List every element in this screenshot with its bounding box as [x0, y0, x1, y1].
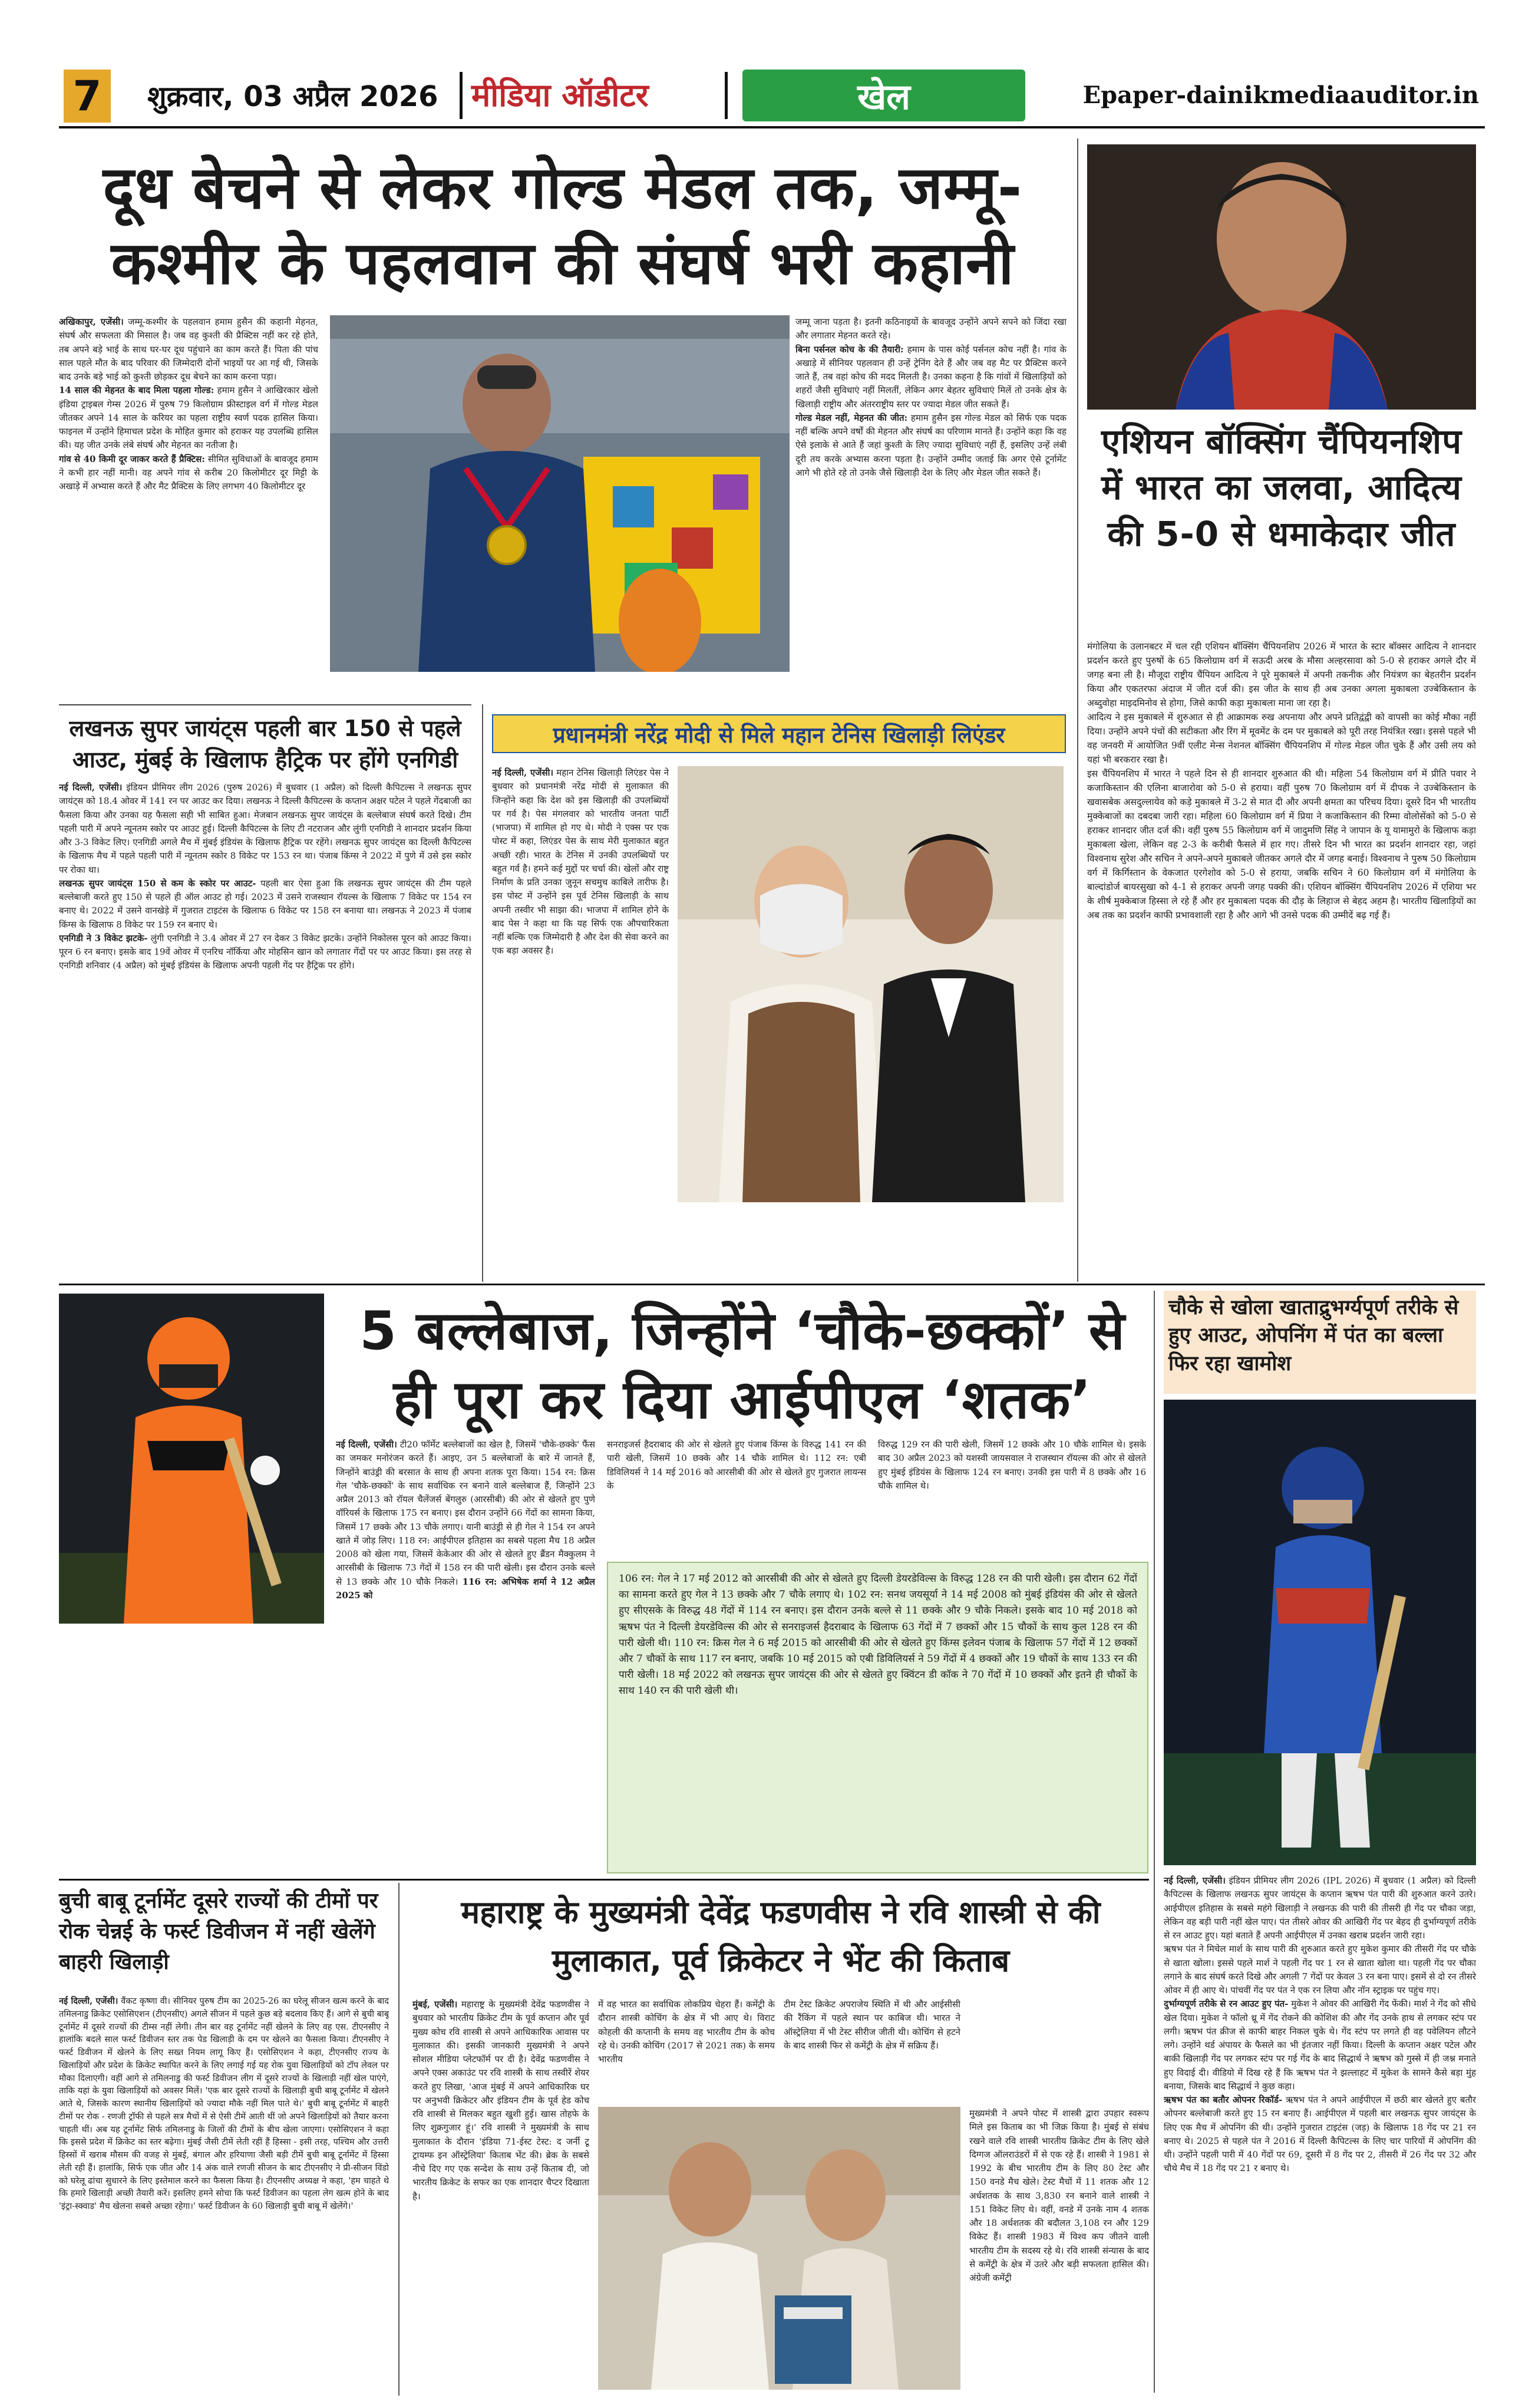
masthead-divider-2	[725, 72, 728, 119]
article3-sub2: एनगिडी ने 3 विकेट झटके-	[59, 932, 148, 944]
article6-p4: ऋषभ पंत ने अपने आईपीएल में छठी बार खेलते हुए बतौर ओपनर बल्लेबाजी करते हुए 15 रन बनाए हैं। आईपीएल में पहली बार लखनऊ सुपर जायंट्स के लिए एक मैच में ओपनिंग की थी। उन्होंने गुजरात टाइटंस (जड़) के खिलाफ 18 गेंद पर 21 रन बनाए थे। 2025 से पहले पंत ने 2016 में दिल्ली कैपिटल्स के लिए चार पारियों में ओपनिंग की थी। उन्होंने पहली पारी में 40 गेंदों पर 69, दूसरी में 8 गेंद पर 2, तीसरी में 26 गेंद पर 32 और चौथे मैच में 18 गेंद पर 21 र बनाए थे।	[1164, 2094, 1476, 2174]
article3-headline: लखनऊ सुपर जायंट्स पहली बार 150 से पहले आउट, मुंबई के खिलाफ हैट्रिक पर होंगे एनगिडी	[69, 715, 461, 773]
article8-col2: मुख्यमंत्री ने अपने पोस्ट में शास्त्री द्वारा उपहार स्वरूप मिले इस किताब का भी जिक्र किया है। मुंबई से संबंध रखने वाले रवि शास्त्री भारतीय क्रिकेट टीम के लिए खेले दिग्गज ऑलराउंडरों में से एक रहे हैं। शास्त्री ने 1981 से 1992 के बीच भारतीय टीम के लिए 80 टेस्ट और 150 वनडे मैच खेले। टेस्ट मैचों में 11 शतक और 12 अर्धशतक के साथ 3,830 रन बनाने वाले शास्त्री ने 151 विकेट लिए थे। वहीं, वनडे में उनके नाम 4 शतक और 18 अर्धशतक की बदौलत 3,108 रन और 129 विकेट हैं। शास्त्री 1983 में विश्व कप जीतने वाली भारतीय टीम के सदस्य रहे थे। रवि शास्त्री संन्यास के बाद से कमेंट्री के क्षेत्र में उतरे और बड़ी सफलता हासिल की। अंग्रेजी कमेंट्री	[969, 2108, 1149, 2283]
vertical-divider-mid	[482, 704, 483, 1282]
article3-p3: लुंगी एनगिडी ने 3.4 ओवर में 27 रन देकर 3 विकेट झटके। उन्होंने निकोलस पूरन को आउट किया। पूरन 6 रन बनाए। इसके बाद 19वें ओवर में एनरिच नॉर्किया और मोहसिन खान को लगातार गेंदों पर पर आउट किया। इस तरह से एनगिडी शनिवार (4 अप्रैल) को मुंबई इंडियंस के खिलाफ अपनी पहली गेंद पर हैट्रिक पर होंगे।	[59, 932, 471, 971]
article5-dateline: नई दिल्ली, एजेंसी।	[336, 1439, 397, 1450]
article6-p3: मुकेश ने ओवर की आखिरी गेंद फेंकी। मार्श ने गेंद को सीधे खेल दिया। मुकेश ने फॉलो थ्रू में गेंद रोकने की कोशिश की और गेंद उनके हाथ से लगकर स्टंप पर लगी। ऋषभ पंत क्रीज से काफी बाहर निकल चुके थे। गेंद स्टंप पर लगते ही वह पवेलियन लौटने लगे। उन्होंने थर्ड अंपायर के फैसले का भी इंतजार नहीं किया। दिल्ली के कप्तान अक्षर पटेल और बाकी खिलाड़ी गेंद पर लगकर स्टंप पर गई गेंद के बाद सिद्धार्थ ने ऋषभ को गुस्से में ही जश्न मनाते हुए विदाई दी। वीडियो में दिख रहे हैं कि ऋषभ पंत ने झल्लाहट में मुकेश के सामने कैसे बड़ा मुंह बनाया, जिसके बाद सिद्धार्थ ने कुछ कहा।	[1164, 1998, 1476, 2092]
pant-photo-illustration	[1164, 1400, 1476, 1865]
article2-boxer-photo	[1087, 144, 1476, 410]
article2-body	[1087, 639, 1476, 1273]
masthead-rule	[59, 126, 1485, 128]
article1-col1-p1: जम्मू-कश्मीर के पहलवान हमाम हुसैन की कहानी मेहनत, संघर्ष और सफलता की मिसाल है। जब वह कुश्ती की प्रैक्टिस नहीं कर रहे होते, तब अपने बड़े भाई के साथ घर-घर दूध पहुंचाने का काम करते हैं। पिता की पांच साल पहले मौत के बाद परिवार की जिम्मेदारी दोनों भाइयों पर आ गई थी, जिसके बाद उनके बड़े भाई को कुश्ती छोड़कर दूध बेचने का काम करना पड़ा।	[59, 316, 318, 382]
article1-col2-sub2: गोल्ड मेडल नहीं, मेहनत की जीत:	[795, 412, 908, 423]
article6-sub2: ऋषभ पंत का बतौर ओपनर रिकॉर्ड-	[1164, 2094, 1283, 2105]
article2-headline: एशियन बॉक्सिंग चैंपियनशिप में भारत का जलवा, आदित्य की 5-0 से धमाकेदार जीत	[1101, 421, 1462, 554]
paper-name: मीडिया ऑडीटर	[471, 77, 649, 114]
article8-dateline: मुंबई, एजेंसी।	[412, 1999, 458, 2010]
article6-p1: इंडियन प्रीमियर लीग 2026 (IPL 2026) में बुधवार (1 अप्रैल) को दिल्ली कैपिटल्स के खिलाफ लखनऊ सुपर जायंट्स के कप्तान ऋषभ पंत पारी की शुरुआत करने उतरे। आईपीएल इतिहास के सबसे महंगे खिलाड़ी ने लखनऊ की पारी की तीसरी ही गेंद पर चौका जड़ा, लेकिन वह बड़ी पारी नहीं खेल पाए। पंत तीसरे ओवर की आखिरी गेंद पर बेहद ही दुर्भाग्यपूर्ण तरीके से रन आउट हुए। यहां बताते हैं अपनी आईपीएल में उनका खराब प्रदर्शन जारी रहा।	[1164, 1875, 1476, 1941]
article1-col2-sub1: बिना पर्सनल कोच के की तैयारी:	[795, 344, 904, 355]
article1-dateline: अखिकापुर, एजेंसी।	[59, 316, 124, 327]
article6-body	[1164, 1874, 1476, 2393]
article6-sub1: दुर्भाग्यपूर्ण तरीके से रन आउट हुए पंत-	[1164, 1998, 1289, 2010]
article7-headline: बुची बाबू टूर्नामेंट दूसरे राज्यों की टीमों पर रोक चेन्नई के फर्स्ट डिवीजन में नहीं खेलेंगे बाहरी खिलाड़ी	[59, 1889, 378, 1975]
article4-dateline: नई दिल्ली, एजेंसी।	[492, 767, 554, 778]
page-number-badge	[64, 70, 111, 123]
section-name: खेल	[857, 77, 910, 118]
article1-headline: दूध बेचने से लेकर गोल्ड मेडल तक, जम्मू-कश्मीर के पहलवान की संघर्ष भरी कहानी	[103, 153, 1023, 298]
article1-col1-sub2: गांव से 40 किमी दूर जाकर करते हैं प्रैक्टिस:	[59, 453, 205, 464]
article1-col2-p3: हमाम हुसैन इस गोल्ड मेडल को सिर्फ एक पदक नहीं बल्कि अपने वर्षों की मेहनत और संघर्ष का परिणाम मानते हैं। उन्होंने कहा कि वह ऐसे इलाके से आते हैं जहां कुश्ती के लिए ज्यादा सुविधाएं नहीं हैं, इसलिए उन्हें लंबी दूरी तय करके अभ्यास करना पड़ता है। उन्होंने उम्मीद जताई कि अगर ऐसे टूर्नामेंट आगे भी होते रहे तो उनके जैसे खिलाड़ी देश के लिए और मेडल जीत सकते हैं।	[795, 412, 1067, 478]
article6-pant-photo	[1164, 1400, 1476, 1865]
article1-col2-p1: जम्मू जाना पड़ता है। इतनी कठिनाइयों के बावजूद उन्होंने अपने सपने को जिंदा रखा और लगातार मेहनत करते रहे।	[795, 316, 1067, 341]
article5-batsman-photo	[59, 1294, 324, 1624]
section-rule-1	[59, 1284, 1485, 1285]
article8-col4: टीम टेस्ट क्रिकेट अपराजेय स्थिति में थी और आईसीसी की रैंकिंग में पहले स्थान पर काबिज थी। भारत ने ऑस्ट्रेलिया में भी टेस्ट सीरीज जीती थी। कोचिंग से हटने के बाद शास्त्री फिर से कमेंट्री के क्षेत्र में सक्रिय हैं।	[784, 1999, 960, 2051]
article8-shastri-fadnavis-photo	[598, 2107, 960, 2390]
batsman-photo-illustration	[59, 1294, 324, 1624]
page-number: 7	[72, 72, 102, 120]
masthead-date: शुक्रवार, 03 अप्रैल 2026	[147, 80, 438, 113]
article7-dateline: नई दिल्ली, एजेंसी।	[59, 1996, 118, 2006]
article8-headline: महाराष्ट्र के मुख्यमंत्री देवेंद्र फडणवीस ने रवि शास्त्री से की मुलाकात, पूर्व क्रिकेटर ने भेंट की किताब	[461, 1895, 1101, 1980]
article8-col1	[412, 1998, 589, 2393]
website-url: Epaper-dainikmediaauditor.in	[1082, 81, 1479, 109]
article3-body	[59, 781, 471, 1282]
masthead-divider-1	[460, 72, 463, 119]
article1-col1	[59, 315, 318, 678]
article3-p2: पहली बार ऐसा हुआ कि लखनऊ सुपर जायंट्स की टीम पहले बल्लेबाजी करते हुए 150 से पहले ही ऑल आउट हो गई। 2023 में उसने राजस्थान रॉयल्स के खिलाफ 7 विकेट पर 154 रन बनाए थे। 2022 में उसने वानखेड़े में गुजरात टाइटंस के खिलाफ 6 विकेट पर 158 रन बनाया था। लखनऊ ने 2023 में पंजाब किंग्स के खिलाफ 8 विकेट पर 159 रन बनाए थे।	[59, 878, 471, 930]
article4-modi-paes-photo	[678, 766, 1064, 1202]
article5-col3: विरुद्ध 129 रन की पारी खेली, जिसमें 12 छक्के और 10 चौके शामिल थे। इसके बाद 30 अप्रैल 2023 को यशस्वी जायसवाल ने राजस्थान रॉयल्स की ओर से खेलते हुए मुंबई इंडियंस के खिलाफ 124 रन बनाए। उनकी इस पारी में 8 छक्के और 16 चौके शामिल थे।	[878, 1439, 1146, 1491]
article1-col1-sub1: 14 साल की मेहनत के बाद मिला पहला गोल्ड:	[59, 385, 214, 396]
shastri-fadnavis-photo-illustration	[598, 2107, 960, 2390]
section-banner	[742, 70, 1025, 121]
vertical-divider-top	[1077, 138, 1078, 1282]
article6-p2: ऋषभ पंत ने मिचेल मार्श के साथ पारी की शुरुआत करते हुए मुकेश कुमार की तीसरी गेंद पर चौके से खाता खोला। इससे पहले मार्श ने पहली गेंद पर 1 रन से खाता खोला था। पहली गेंद पर चौका लगाने के बाद संघर्ष करते दिखे और अगली 7 गेंदों पर केवल 3 रन बना पाए। इसमें से दो रन तीसरे ओवर में ही आए थे। पांचवीं गेंद पर पंत ने एक रन लिया और नॉन स्ट्राइक पर पहुंच गए।	[1164, 1944, 1476, 1995]
article1-wrestler-photo	[330, 315, 790, 672]
article1-col1-p3: सीमित सुविधाओं के बावजूद हमाम ने कभी हार नहीं मानी। वह अपने गांव से करीब 20 किलोमीटर दूर मिट्टी के अखाड़े में अभ्यास करते हैं और मैट प्रैक्टिस के लिए लगभग 40 किलोमीटर दूर	[59, 453, 318, 492]
article3-p1: इंडियन प्रीमियर लीग 2026 (पुरुष 2026) में बुधवार (1 अप्रैल) को दिल्ली कैपिटल्स ने लखनऊ सुपर जायंट्स को 18.4 ओवर में 141 रन पर आउट कर दिया। लखनऊ ने दिल्ली कैपिटल्स के कप्तान अक्षर पटेल ने पहले गेंदबाजी का फैसला किया और उनका यह फैसला सही भी साबित हुआ। मेजबान लखनऊ सुपर जायंट्स के बल्लेबाज संघर्ष करते दिखे। टीम पहली पारी में अपने न्यूनतम स्कोर पर आउट हुई। दिल्ली कैपिटल्स के लिए टी नटराजन और लुंगी एनगिडी ने शानदार प्रदर्शन किया और 3-3 विकेट लिए। एनगिडी अगले मैच में मुंबई इंडियंस के खिलाफ हैट्रिक पर रहेंगे। लखनऊ सुपर जायंट्स का दिल्ली कैपिटल्स के खिलाफ मैच में पहले पहली पारी में न्यूनतम स्कोर 8 विकेट पर 153 रन था। पंजाब किंग्स ने 2022 में पुणे में उसे इस स्कोर पर रोका था।	[59, 782, 471, 875]
article5-col1	[336, 1438, 595, 1874]
article5-col1-text: टी20 फॉर्मेट बल्लेबाजों का खेल है, जिसमें 'चौके-छक्के' फैंस का जमकर मनोरंजन करते हैं। आइए, उन 5 बल्लेबाजों के बारे में जानते हैं, जिन्होंने बाउंड्री की बरसात के साथ ही अपना शतक पूरा किया। 154 रन: क्रिस गेल 'चौके-छक्कों' के साथ सर्वाधिक रन बनाने वाले बल्लेबाज हैं, जिन्होंने 23 अप्रैल 2013 को रॉयल चैलेंजर्स बेंगलुरु (आरसीबी) की ओर से खेलते हुए पुणे वॉरियर्स के खिलाफ 175 रन बनाए। इस दौरान उन्होंने 66 गेंदों का सामना किया, जिसमें 17 छक्के और 13 चौके लगाए। यानी बाउंड्री से ही गेल ने 154 रन अपने खाते में जोड़ लिए। 118 रन: आईपीएल इतिहास का सबसे पहला मैच 18 अप्रैल 2008 को खेला गया, जिसमें केकेआर की ओर से खेलते हुए ब्रैंडन मैक्कुलम ने आरसीबी के खिलाफ 73 गेंदों में 158 रन की पारी खेली। इस दौरान उनके बल्ले से 13 छक्के और 10 चौके निकले।	[336, 1439, 595, 1587]
wrestler-photo-illustration	[330, 315, 790, 672]
article7-body	[59, 1995, 389, 2396]
article4-headline-banner	[492, 714, 1066, 753]
article5-col1-end: 116 रन: अभिषेक शर्मा ने 12 अप्रैल 2025 को	[336, 1576, 595, 1601]
article5-headline: 5 बल्लेबाज, जिन्होंने ‘चौके-छक्कों’ से ही पूरा कर दिया आईपीएल ‘शतक’	[359, 1300, 1125, 1431]
article8-col1-text: महाराष्ट्र के मुख्यमंत्री देवेंद्र फडणवीस ने बुधवार को भारतीय क्रिकेट टीम के पूर्व कप्तान और पूर्व मुख्य कोच रवि शास्त्री से अपने आधिकारिक आवास पर मुलाकात की। इसकी जानकारी मुख्यमंत्री ने अपने सोशल मीडिया प्लेटफॉर्म पर दी है। देवेंद्र फडणवीस ने अपने एक्स अकाउंट पर रवि शास्त्री के साथ तस्वीरें शेयर करते हुए लिखा, 'आज मुंबई में अपने आधिकारिक घर पर अनुभवी क्रिकेटर और इंडियन टीम के पूर्व हेड कोच रवि शास्त्री से मिलकर बहुत खुशी हुई। खास तोहफे के लिए शुक्रगुजार हूं।' रवि शास्त्री ने मुख्यमंत्री के साथ मुलाकात के दौरान 'इंडिया 71-ईस्ट टेस्ट: द जर्नी टू ट्रायम्फ इन ऑस्ट्रेलिया' किताब भेंट की। ब्रेक के सबसे नीचे दिए गए एक सन्देश के साथ उन्हें किताब दी, जो भारतीय क्रिकेट के सफर का एक शानदार चैप्टर दिखाता है।	[412, 1999, 589, 2202]
article2-p3: इस चैंपियनशिप में भारत ने पहले दिन से ही शानदार शुरुआत की थी। महिला 54 किलोग्राम वर्ग में प्रीति पवार ने कजाकिस्तान की एलिना बाजारोवा को 5-0 से हराया। वहीं पुरुष 70 किलोग्राम वर्ग में दीपक ने उज्बेकिस्तान के खवासबेक असदुल्लायेव को कड़े मुकाबले में 3-2 से मात दी और अपनी क्षमता का परिचय दिया। दूसरे दिन भी भारतीय मुक्केबाजों का दबदबा जारी रहा। महिला 60 किलोग्राम वर्ग में प्रिया ने कजाकिस्तान की रिम्मा वोलोसेंको को 5-0 से हराकर शानदार जीत दर्ज की। वहीं पुरुष 55 किलोग्राम वर्ग में जादुमणि सिंह ने जापान के यू यामामुरो के खिलाफ कड़ा मुकाबला खेला, लेकिन वह 2-3 के करीबी फैसले में हार गए। तीसरे दिन भी भारत का प्रदर्शन शानदार रहा, जहां विश्वनाथ सुरेश और सचिन ने अपने-अपने मुकाबले जीतकर अगले दौर में जगह बनाई। विश्वनाथ ने पुरुष 50 किलोग्राम वर्ग में किर्गिस्तान के वेकजात एरगेशोव को 5-0 से हराया, जबकि सचिन ने 60 किलोग्राम वर्ग में मंगोलिया के बाल्दांडोर्ज बायरसुखा को 4-1 से हराकर अपनी जगह पक्की की। एशियन बॉक्सिंग चैंपियनशिप 2026 में एशिया भर के शीर्ष मुक्केबाज हिस्सा ले रहे हैं और हर मुकाबला पदक की दौड़ के लिहाज से बेहद अहम है। भारतीय खिलाड़ियों का अब तक का प्रदर्शन काफी प्रभावशाली रहा है और आगे भी उनसे पदक की उम्मीदें बढ़ गई हैं।	[1087, 768, 1476, 921]
article2-p1: मंगोलिया के उलानबटर में चल रही एशियन बॉक्सिंग चैंपियनशिप 2026 में भारत के स्टार बॉक्सर आदित्य ने शानदार प्रदर्शन करते हुए पुरुषों के 65 किलोग्राम वर्ग में सऊदी अरब के मौसा अल्हरसावा को 5-0 से हराकर अगले दौर में जगह बना ली है। मौजूदा राष्ट्रीय चैंपियन आदित्य ने पूरे मुकाबले में अपनी तकनीक और नियंत्रण का बेहतरीन प्रदर्शन किया और एकतरफा अंदाज में जीत दर्ज की। इस जीत के साथ ही अब उनका अगला मुकाबला उज्बेकिस्तान के अब्दुवोहा माइदमिनोव से होगा, जिसे काफी कड़ा मुकाबला माना जा रहा है।	[1087, 641, 1476, 709]
article3-sub1: लखनऊ सुपर जायंट्स 150 से कम के स्कोर पर आउट-	[59, 878, 256, 889]
article6-headline-box	[1164, 1291, 1476, 1394]
article8-col3: में वह भारत का सर्वाधिक लोकप्रिय चेहरा हैं। कमेंट्री के दौरान शास्त्री कोचिंग के क्षेत्र में भी आए थे। विराट कोहली की कप्तानी के समय वह भारतीय टीम के कोच रहे थे। उनकी कोचिंग (2017 से 2021 तक) के समय भारतीय	[598, 1999, 775, 2064]
article2-p2: आदित्य ने इस मुकाबले में शुरुआत से ही आक्रामक रुख अपनाया और अपने प्रतिद्वंद्वी को वापसी का कोई मौका नहीं दिया। उन्होंने अपने पंचों की सटीकता और रिंग में मूवमेंट के दम पर मुकाबले को पूरी तरह नियंत्रित रखा। इससे पहले भी वह जनवरी में आयोजित 9वीं एलीट मेन्स नेशनल बॉक्सिंग चैंपियनशिप में गोल्ड मेडल जीत चुके हैं और उसी लय को यहां भी बरकरार रखा है।	[1087, 712, 1476, 766]
modi-paes-photo-illustration	[678, 766, 1064, 1202]
article1-col2	[795, 315, 1067, 678]
article4-body	[492, 766, 669, 1279]
article4-headline: प्रधानमंत्री नरेंद्र मोदी से मिले महान टेनिस खिलाड़ी लिएंडर	[553, 722, 1005, 748]
boxer-photo-illustration	[1087, 144, 1476, 410]
article3-top-rule	[59, 704, 471, 705]
article6-headline: चौके से खोला खाताद्रुभर्ग्यपूर्ण तरीके से हुए आउट, ओपनिंग में पंत का बल्ला फिर रहा खामोश	[1168, 1296, 1459, 1375]
article3-dateline: नई दिल्ली, एजेंसी।	[59, 782, 123, 793]
vertical-divider-bottom	[398, 1883, 399, 2396]
article1-col1-p2: हमाम हुसैन ने आखिरकार खेलो इंडिया ट्राइबल गेम्स 2026 में पुरुष 79 किलोग्राम फ्रीस्टाइल वर्ग में गोल्ड मेडल जीतकर अपने 14 साल के करियर का पहला राष्ट्रीय स्वर्ण पदक हासिल किया। फाइनल में उन्होंने हिमाचल प्रदेश के मोहित कुमार को हराकर यह उपलब्धि हासिल की। यह जीत उनके लंबे संघर्ष और मेहनत का नतीजा है।	[59, 385, 318, 451]
section-rule-2	[59, 1879, 1149, 1881]
article6-dateline: नई दिल्ली, एजेंसी।	[1164, 1875, 1226, 1886]
article5-highlight-box	[607, 1562, 1148, 1873]
article5-col2: सनराइजर्स हैदराबाद की ओर से खेलते हुए पंजाब किंग्स के विरुद्ध 141 रन की पारी खेली, जिसमें 10 छक्के और 14 चौके शामिल थे। 112 रन: एबी डिविलियर्स ने 14 मई 2016 को आरसीबी की ओर से खेलते हुए गुजरात लायन्स के	[607, 1439, 866, 1491]
article4-text: महान टेनिस खिलाड़ी लिएंडर पेस ने बुधवार को प्रधानमंत्री नरेंद्र मोदी से मुलाकात की जिन्होंने कहा कि देश को इस खिलाड़ी की उपलब्धियों पर गर्व है। पेस मंगलवार को भारतीय जनता पार्टी (भाजपा) में शामिल हो गए थे। मोदी ने एक्स पर एक पोस्ट में कहा, लिएंडर पेस के साथ मेरी मुलाकात बहुत अच्छी रही। भारत के टेनिस में उनकी उपलब्धियों पर बहुत गर्व है। हमने कई मुद्दों पर चर्चा की। खेलों और राष्ट्र निर्माण के प्रति उनका जुनून सचमुच काबिले तारीफ है। इस पोस्ट में उन्होंने इस पूर्व टेनिस खिलाड़ी के साथ अपनी तस्वीर भी साझा की। भाजपा में शामिल होने के बाद पेस ने कहा था कि यह सिर्फ एक औपचारिकता नहीं बल्कि एक जिम्मेदारी है और देश की सेवा करने का एक बड़ा अवसर है।	[492, 767, 669, 956]
article5-box-text: 106 रन: गेल ने 17 मई 2012 को आरसीबी की ओर से खेलते हुए दिल्ली डेयरडेविल्स के विरुद्ध 128 रन की पारी खेली। इस दौरान 62 गेंदों का सामना करते हुए गेल ने 13 छक्के और 7 चौके लगाए थे। 102 रन: सनथ जयसूर्या ने 14 मई 2008 को मुंबई इंडियंस की ओर से खेलते हुए सीएसके के विरुद्ध 48 गेंदों में 114 रन बनाए। इस दौरान उनके बल्ले से 11 छक्के और 9 चौके निकले। इसके बाद 10 मई 2018 को ऋषभ पंत ने दिल्ली डेयरडेविल्स की ओर से सनराइजर्स हैदराबाद के खिलाफ 63 गेंदों में 7 छक्कों और 15 चौकों के साथ कुल 128 रन की पारी खेली थी। 110 रन: क्रिस गेल ने 6 मई 2015 को आरसीबी की ओर से खेलते हुए किंग्स इलेवन पंजाब के खिलाफ 57 गेंदों में 12 छक्कों और 7 चौकों के साथ 117 रन बनाए, जबकि 10 मई 2015 को एबी डिविलियर्स ने 59 गेंदों में 4 छक्कों और 19 चौकों के साथ 133 रन की पारी खेली। 18 मई 2022 को लखनऊ सुपर जायंट्स की ओर से खेलते हुए क्विंटन डी कॉक ने 70 गेंदों में 10 छक्कों और इतने ही चौकों के साथ 140 रन की पारी खेली थी।	[619, 1573, 1137, 1697]
vertical-divider-right	[1154, 1291, 1155, 2393]
article1-col2-p2: हमाम के पास कोई पर्सनल कोच नहीं है। गांव के अखाड़े में सीनियर पहलवान ही उन्हें ट्रेनिंग देते हैं और जब वह मैट पर प्रैक्टिस करने जाते हैं, तब वहां कोच की मदद मिलती है। उनका कहना है कि गांवों में खिलाड़ियों को शहरों जैसी सुविधाएं नहीं मिलतीं, लेकिन अगर बेहतर सुविधाएं मिलें तो उनके क्षेत्र के खिलाड़ी राष्ट्रीय और अंतरराष्ट्रीय स्तर पर ज्यादा मेडल जीत सकते हैं।	[795, 344, 1067, 410]
article7-text: वैंकट कृष्णा वी। सीनियर पुरुष टीम का 2025-26 का घरेलू सीजन खत्म करने के बाद तमिलनाडु क्रिकेट एसोसिएशन (टीएनसीए) अगले सीजन में पहले कुछ बड़े बदलाव किए हैं। आगे से बुची बाबू टूर्नामेंट में दूसरे राज्यों की टीम्स नहीं लेगी। तीन बार वह टूर्नामेंट नहीं खेलने के लिए वह एस. टीएनसीए ने हालांकि बदले साल फर्स्ट डिवीजन स्तर तक पेड खिलाड़ी के दम पर खेलने का फैसला किया। टीएनसीए ने फर्स्ट डिवीजन में खेलने के लिए सख्त नियम लागू किए हैं। एसोसिएशन ने कहा, टीएनसीए राज्य के खिलाड़ियों और प्रदेश के क्रिकेट स्थापित करने के लिए लगाई गई यह रोक युवा खिलाड़ियों को टॉप लेवल पर मौका दिलाएगी। वहीं आगे से तमिलनाडु की फर्स्ट डिवीजन लीग में दूसरे राज्यों के खिलाड़ी नहीं खेल पाएंगे, ताकि यहां के युवा खिलाड़ियों को अवसर मिलें। 'एक बार दूसरे राज्यों के खिलाड़ी बुची बाबू टूर्नामेंट में खेलने आते थे, जिसके कारण स्थानीय खिलाड़ियों को ज्यादा मौके नहीं मिल पाते थे।' बुची बाबू टूर्नामेंट में बाहरी टीमों पर रोक - रणजी ट्रॉफी से पहले सत्र मैचों में से ऐसी टीमें आती थीं जो अपने खिलाड़ियों को तैयार करना चाहती थीं। अब यह टूर्नामेंट सिर्फ तमिलनाडु के जिलों की टीमों के बीच खेला जाएगा। एसोसिएशन ने कहा कि इससे प्रदेश में क्रिकेट का स्तर बढ़ेगा। मुंबई जैसी टीमें लेती रहीं हैं हिस्सा - इसी तरह, पश्चिम और उत्तरी हिस्सों में खराब मौसम की वजह से मुंबई, बंगाल और हरियाणा जैसी बड़ी टीमें बुची बाबू टूर्नामेंट में हिस्सा लेती रही हैं। हालांकि, सिर्फ एक जीत और 14 अंक वाले रणजी सीजन के बाद टीएनसीए ने प्री-सीजन विंडो को घरेलू ढांचा सुधारने के लिए इस्तेमाल करने का फैसला किया है। टीएनसीए अध्यक्ष ने कहा, 'हम चाहते थे कि हमारे खिलाड़ी अच्छी तैयारी करें। इसलिए हमने सोचा कि फर्स्ट डिवीजन का पहला लेग खत्म होने के बाद 'इंट्रा-स्क्वाड' मैच खेलना सबसे अच्छा रहेगा।' फर्स्ट डिवीजन के 60 खिलाड़ी बुची बाबू में खेलेंगे।'	[59, 1997, 389, 2211]
